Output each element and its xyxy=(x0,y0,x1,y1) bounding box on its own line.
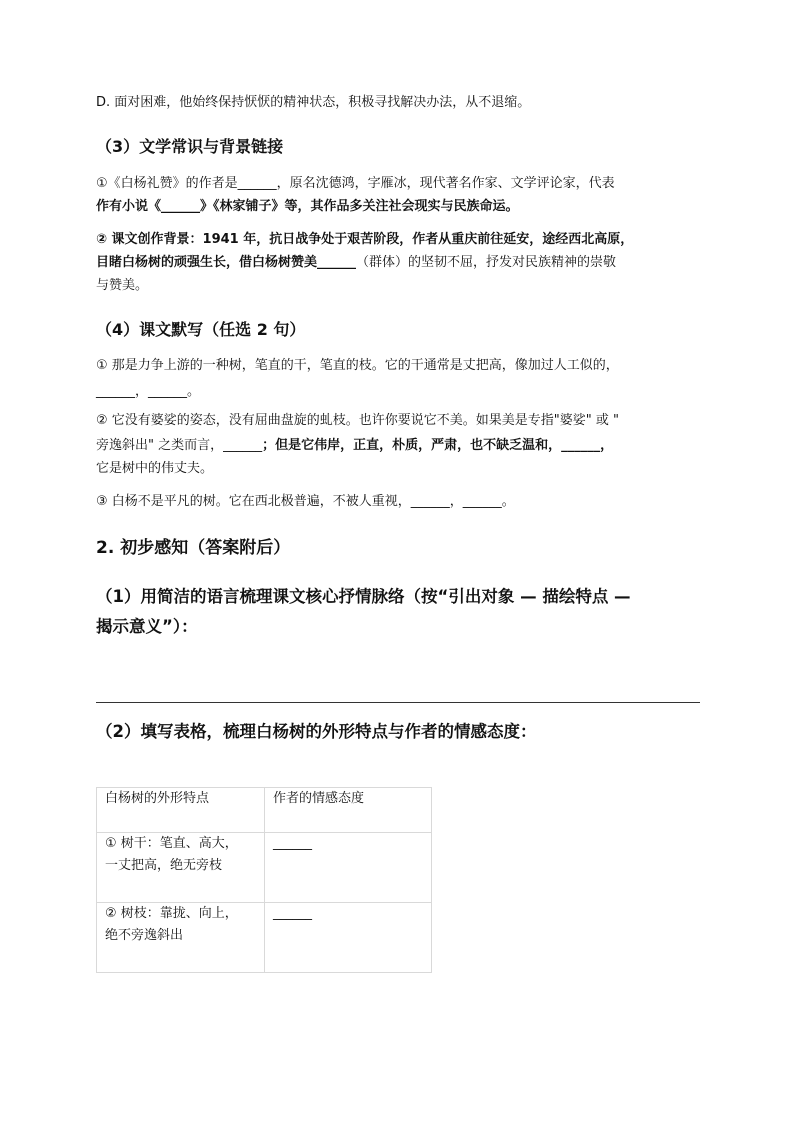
table-cell-feature xyxy=(97,833,265,903)
dictation-2-line-2-normal: 旁逸斜出" 之类而言，______ xyxy=(96,438,263,453)
background-line-2-bold: 目睹白杨树的顽强生长，借白杨树赞美______ xyxy=(96,255,357,270)
dictation-2-line-3: 它是树中的伟丈夫。 xyxy=(96,461,214,476)
background-line-3: 与赞美。 xyxy=(96,278,149,293)
background-line-1: ② 课文创作背景：1941 年，抗日战争处于艰苦阶段，作者从重庆前往延安，途经西北高原， xyxy=(96,232,634,247)
dictation-2-line-2-bold: ；但是它伟岸，正直，朴质，严肃，也不缺乏温和，______， xyxy=(262,438,614,453)
background-line-2 xyxy=(96,252,706,274)
part-2-question-1-line-1: （1）用简洁的语言梳理课文核心抒情脉络（按“引出对象 — 描绘特点 — xyxy=(96,587,631,606)
attitude-blank: ______ xyxy=(273,906,312,921)
feature-line-1: ① 树干：笔直、高大， xyxy=(105,836,238,851)
features-attitude-table xyxy=(96,787,432,973)
attitude-blank: ______ xyxy=(273,836,312,851)
dictation-1-line-1: ① 那是力争上游的一种树，笔直的干，笔直的枝。它的干通常是丈把高，像加过人工似的， xyxy=(96,358,619,373)
part-2-heading: 2. 初步感知（答案附后） xyxy=(96,538,291,558)
feature-line-1: ② 树枝：靠拢、向上， xyxy=(105,906,238,921)
dictation-2-line-2 xyxy=(96,435,706,457)
table-cell-feature xyxy=(97,903,265,973)
author-question-line-2: 作有小说《______》《林家铺子》等，其作品多关注社会现实与民族命运。 xyxy=(96,199,519,214)
dictation-2-line-1: ② 它没有婆娑的姿态，没有屈曲盘旋的虬枝。也许你要说它不美。如果美是专指"婆娑" 或 " xyxy=(96,413,619,428)
part-2-question-1-line-2: 揭示意义”）： xyxy=(96,617,198,636)
dictation-3-line-1: ③ 白杨不是平凡的树。它在西北极普遍，不被人重视，______，______。 xyxy=(96,494,515,509)
table-header-feature: 白杨树的外形特点 xyxy=(97,788,265,833)
table-header-row xyxy=(97,788,432,833)
table-row xyxy=(97,833,432,903)
table-cell-attitude[interactable] xyxy=(265,833,432,903)
background-line-2-normal: （群体）的坚韧不屈，抒发对民族精神的崇敬 xyxy=(356,255,617,270)
part-2-question-2: （2）填写表格，梳理白杨树的外形特点与作者的情感态度： xyxy=(96,722,537,741)
table-header-attitude: 作者的情感态度 xyxy=(265,788,432,833)
section-3-heading: （3）文学常识与背景链接 xyxy=(96,137,284,156)
section-4-heading: （4）课文默写（任选 2 句） xyxy=(96,320,306,339)
author-question-line-1: ①《白杨礼赞》的作者是______，原名沈德鸿，字雁冰，现代著名作家、文学评论家，代表 xyxy=(96,176,615,191)
answer-line xyxy=(96,702,700,703)
feature-line-2: 绝不旁逸斜出 xyxy=(105,928,184,943)
table-cell-attitude[interactable] xyxy=(265,903,432,973)
feature-line-2: 一丈把高，绝无旁枝 xyxy=(105,858,223,873)
table-row xyxy=(97,903,432,973)
dictation-1-line-2: ______，______。 xyxy=(96,384,201,399)
option-d-text: D. 面对困难，他始终保持恹恹的精神状态，积极寻找解决办法，从不退缩。 xyxy=(96,95,531,110)
